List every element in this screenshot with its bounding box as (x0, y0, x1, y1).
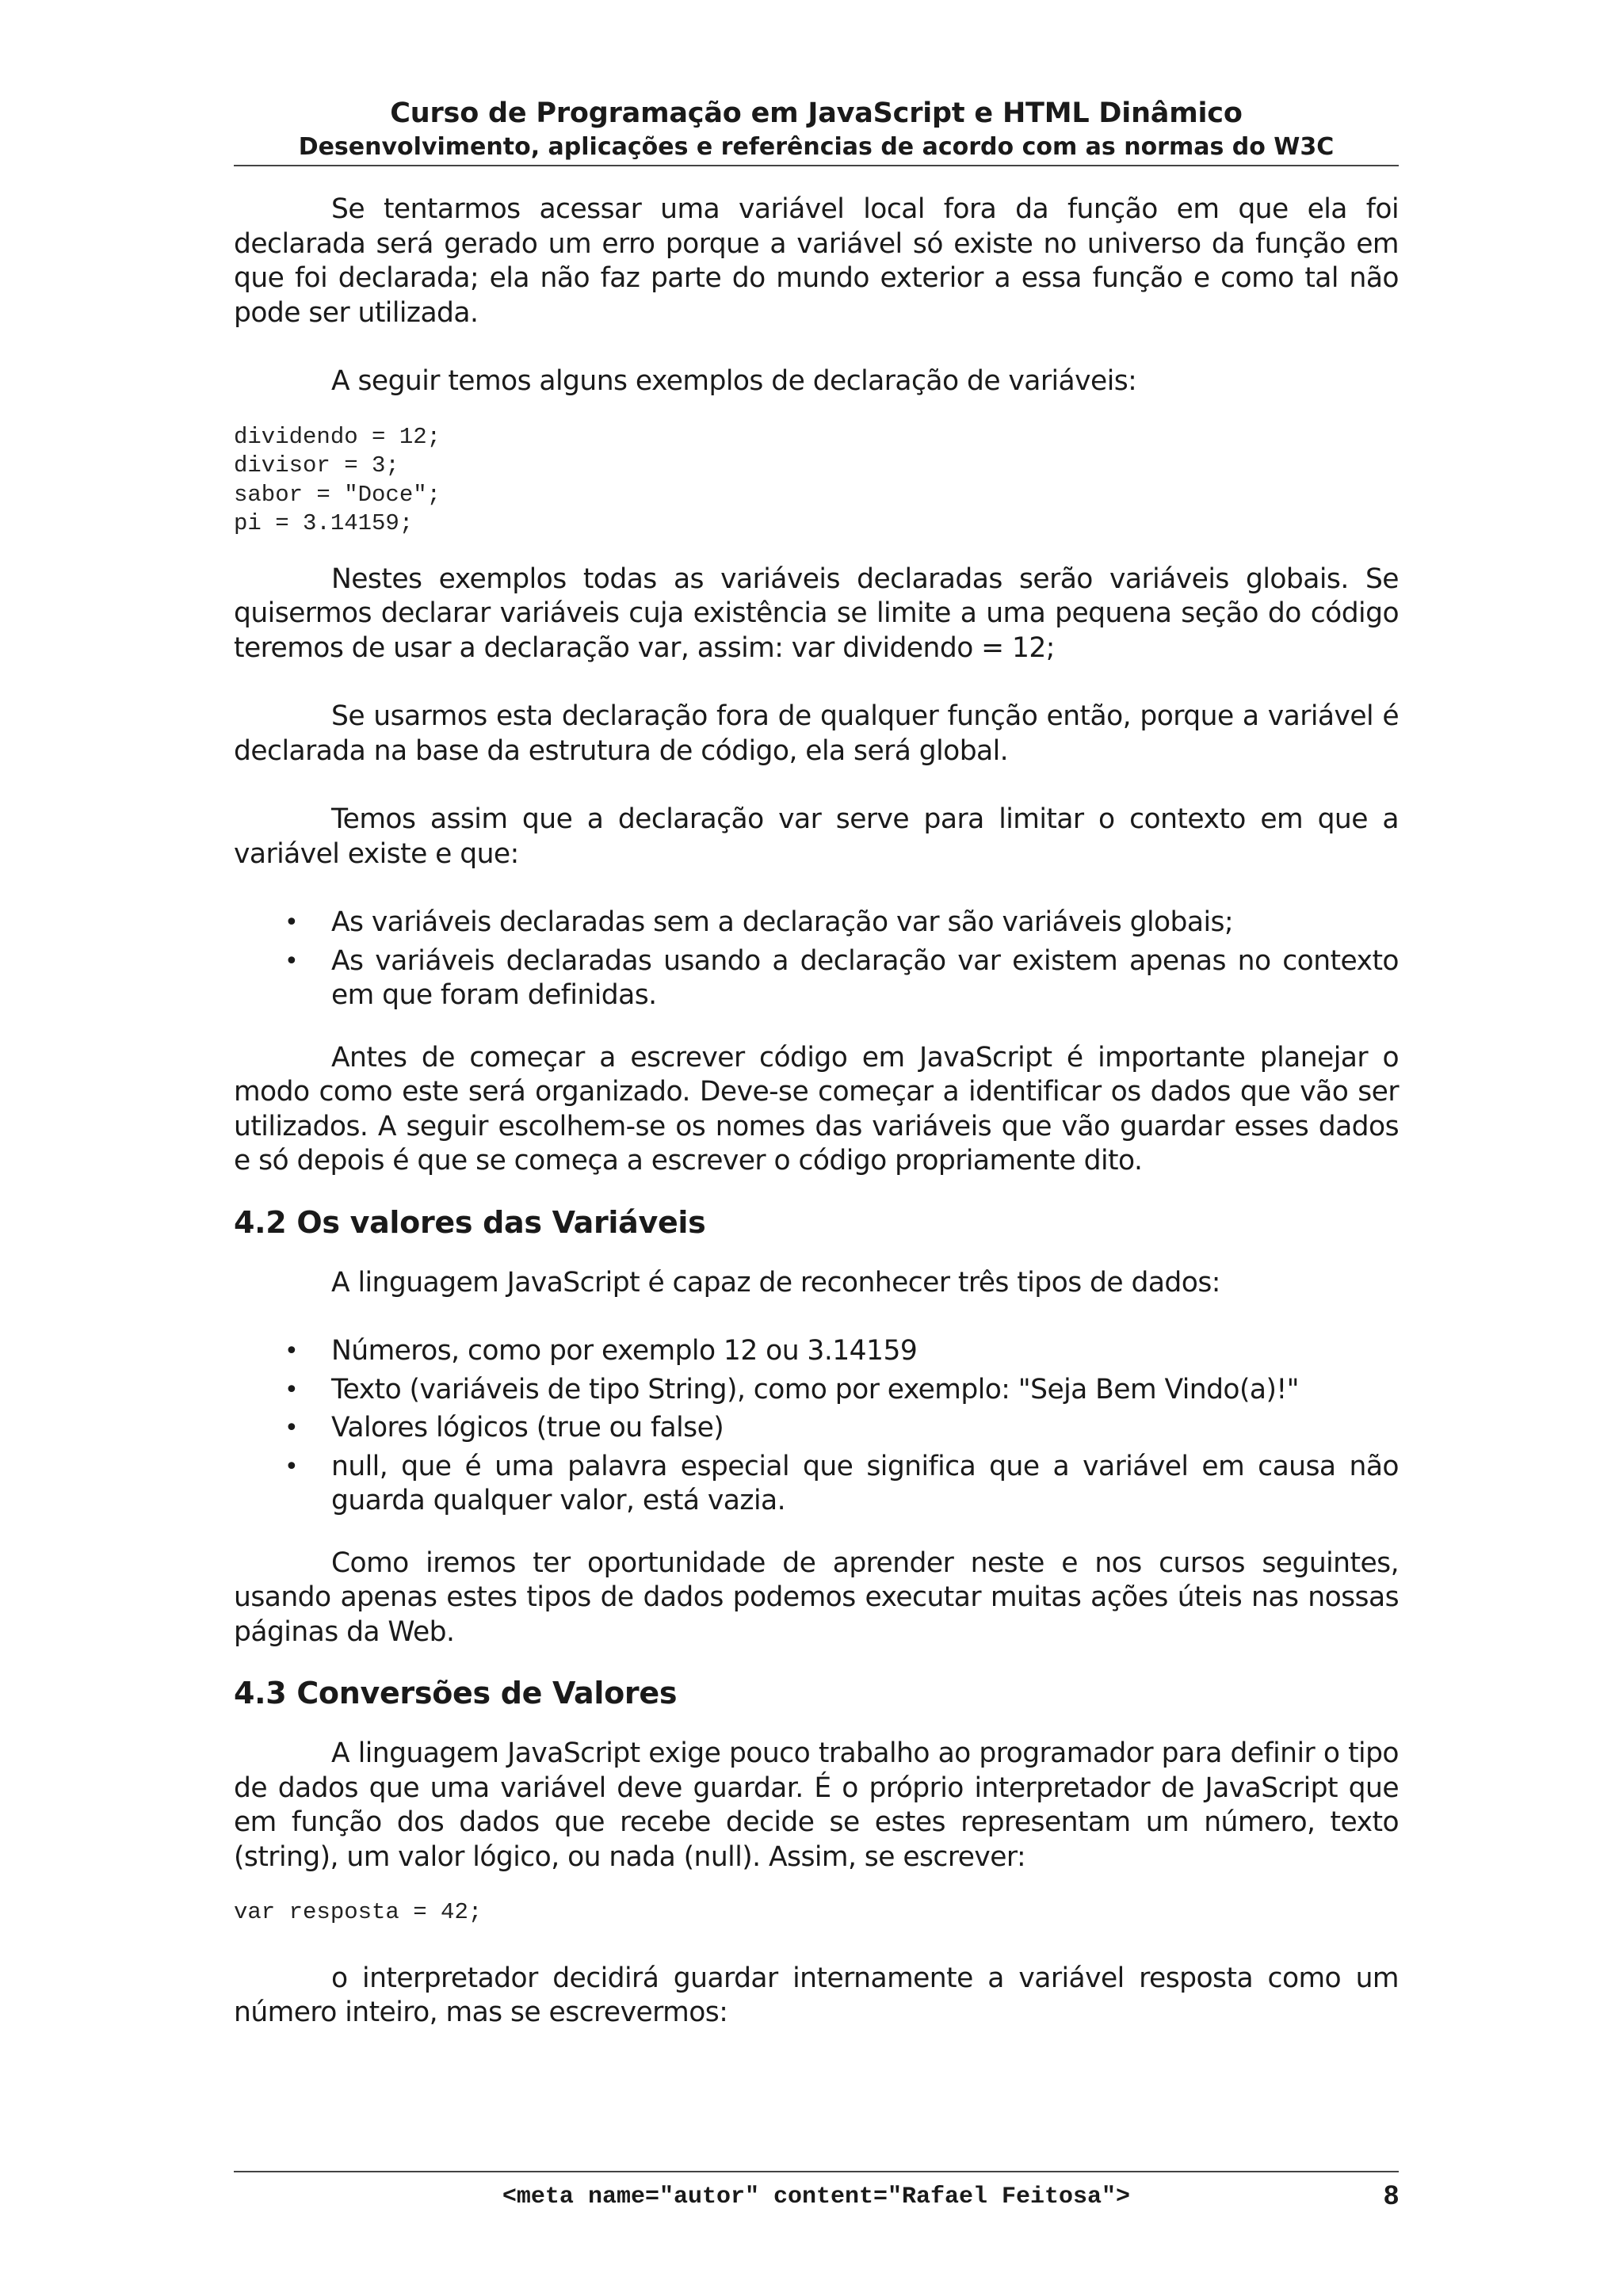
code-block-declarations: dividendo = 12; divisor = 3; sabor = "Doce"; pi = 3.14159; (234, 423, 441, 536)
list-item (234, 944, 1399, 1013)
paragraph-local-variable: Se tentarmos acessar uma variável local fora da função em que ela foi declarada será gerado um erro porque a variável só existe no universo da função em que foi declarada; ela não faz parte do mundo exterior a essa função e como tal não pode ser utilizada. (234, 193, 1399, 329)
list-var-rules (234, 906, 1399, 1013)
section-heading-4-2: 4.2 Os valores das Variáveis (234, 1204, 706, 1240)
paragraph-data-types-usage: Como iremos ter oportunidade de aprender neste e nos cursos seguintes, usando apenas estes tipos de dados podemos executar muitas ações úteis nas nossas páginas da Web. (234, 1547, 1399, 1648)
paragraph-var-outside-function: Se usarmos esta declaração fora de qualquer função então, porque a variável é declarada na base da estrutura de código, ela será global. (234, 700, 1399, 767)
bullet-icon: • (285, 947, 299, 975)
paragraph-global-variables: Nestes exemplos todas as variáveis declaradas serão variáveis globais. Se quisermos declarar variáveis cuja existência se limite a uma pequena seção do código teremos de usar a declaração var, assim: var dividendo = 12; (234, 563, 1399, 664)
bullet-icon: • (285, 1337, 299, 1365)
paragraph-type-inference: A linguagem JavaScript exige pouco trabalho ao programador para definir o tipo de dados que uma variável deve guardar. É o próprio interpretador de JavaScript que em função dos dados que recebe decide se estes representam um número, texto (string), um valor lógico, ou nada (null). Assim, se escrever: (234, 1737, 1399, 1873)
paragraph-planning: Antes de começar a escrever código em JavaScript é importante planejar o modo como este será organizado. Deve-se começar a identificar os dados que vão ser utilizados. A seguir escolhem-se os nomes das variáveis que vão guardar esses dados e só depois é que se começa a escrever o código propriamente dito. (234, 1041, 1399, 1177)
list-item (234, 1450, 1399, 1519)
bullet-icon: • (285, 909, 299, 936)
list-item-text: As variáveis declaradas sem a declaração var são variáveis globais; (331, 906, 1234, 938)
list-item-text: As variáveis declaradas usando a declaração var existem apenas no contexto em que foram definidas. (331, 944, 1399, 1011)
list-item (234, 906, 1399, 940)
code-block-resposta: var resposta = 42; (234, 1899, 483, 1925)
page-content (234, 193, 1399, 2031)
paragraph-data-types-intro: A linguagem JavaScript é capaz de reconhecer três tipos de dados: (331, 1266, 1220, 1299)
document-page (234, 0, 1399, 2296)
list-item-text: Números, como por exemplo 12 ou 3.14159 (331, 1335, 918, 1367)
list-item (234, 1334, 1399, 1369)
bullet-icon: • (285, 1414, 299, 1442)
paragraph-var-context: Temos assim que a declaração var serve para limitar o contexto em que a variável existe e que: (234, 803, 1399, 870)
bullet-icon: • (285, 1452, 299, 1481)
header-divider (234, 165, 1399, 166)
header-subtitle: Desenvolvimento, aplicações e referências de acordo com as normas do W3C (298, 133, 1335, 161)
paragraph-examples-intro: A seguir temos alguns exemplos de declaração de variáveis: (331, 365, 1137, 397)
footer-author-meta: <meta name="autor" content="Rafael Feitosa"> (502, 2183, 1131, 2210)
section-heading-4-3: 4.3 Conversões de Valores (234, 1676, 678, 1711)
list-item-text: null, que é uma palavra especial que significa que a variável em causa não guarda qualquer valor, está vazia. (331, 1450, 1399, 1516)
page-header (234, 95, 1399, 163)
list-item-text: Valores lógicos (true ou false) (331, 1412, 724, 1444)
paragraph-interpreter-integer: o interpretador decidirá guardar internamente a variável resposta como um número inteiro, mas se escrevermos: (234, 1962, 1399, 2028)
footer-divider (234, 2171, 1399, 2172)
list-item (234, 1411, 1399, 1446)
list-data-types (234, 1334, 1399, 1519)
list-item (234, 1373, 1399, 1408)
page-number: 8 (1384, 2180, 1399, 2210)
list-item-text: Texto (variáveis de tipo String), como por exemplo: "Seja Bem Vindo(a)!" (331, 1373, 1299, 1405)
header-title: Curso de Programação em JavaScript e HTML Dinâmico (390, 97, 1243, 129)
bullet-icon: • (285, 1375, 299, 1404)
